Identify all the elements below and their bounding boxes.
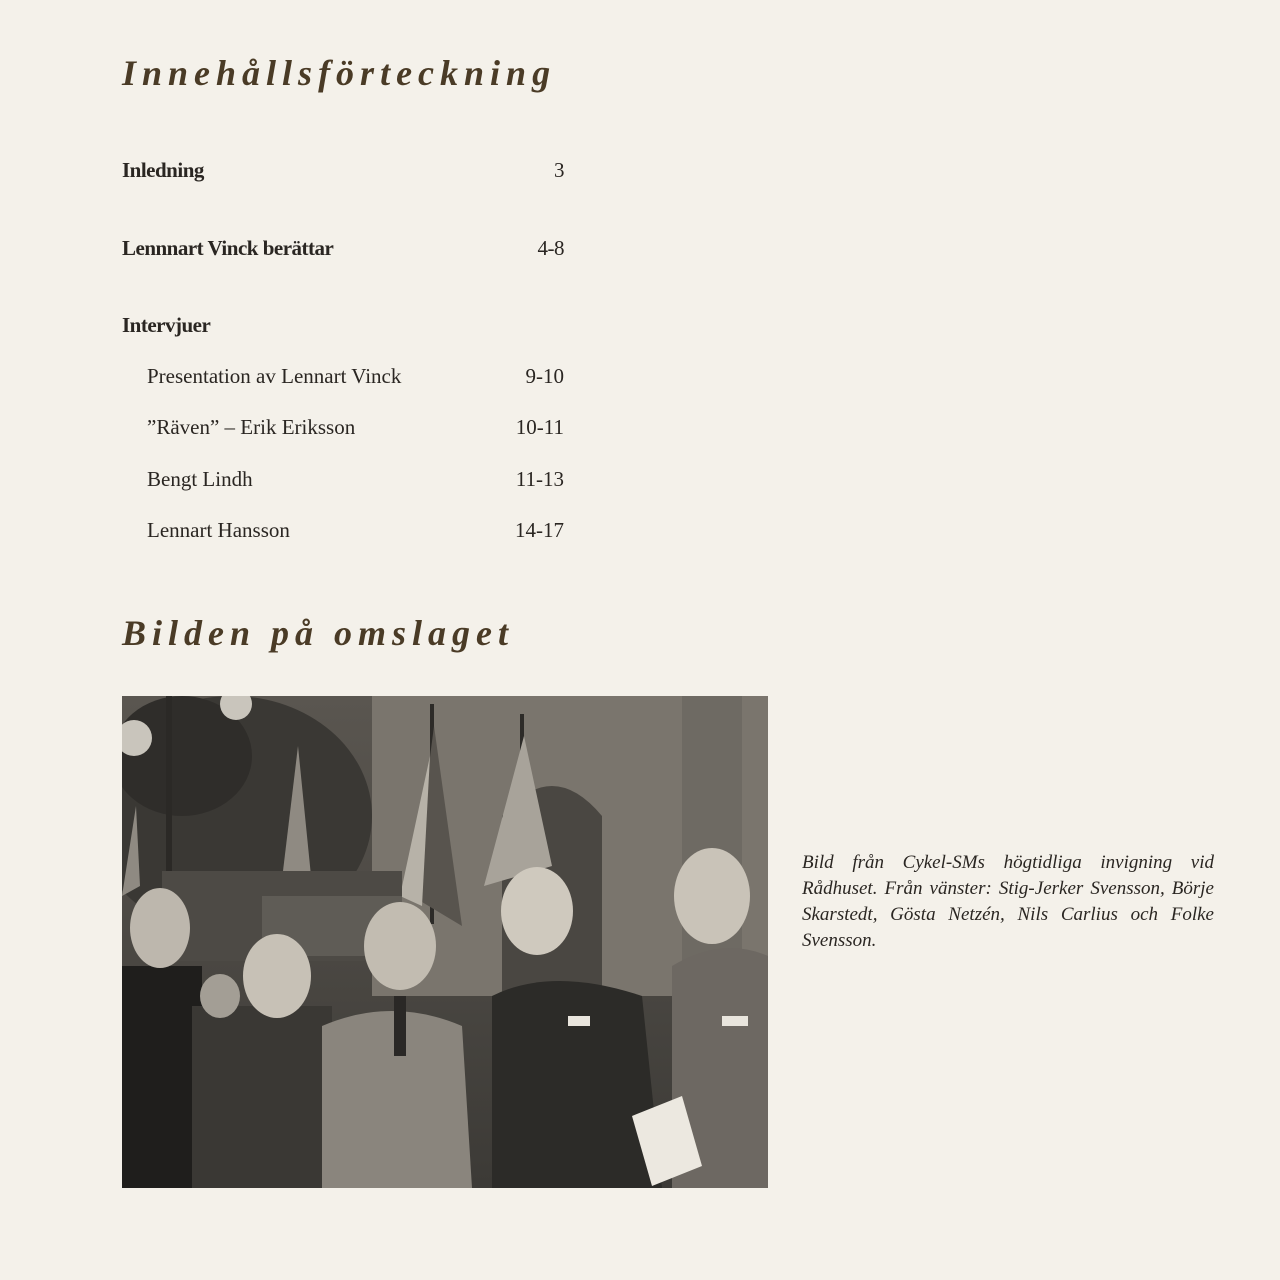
toc-entry-pages: 3 xyxy=(554,158,564,182)
toc-subentry-label: Lennart Hansson xyxy=(147,518,290,542)
cover-photo xyxy=(122,696,768,1188)
toc-subentry-pages: 9-10 xyxy=(525,364,564,388)
toc-subentry-label: Bengt Lindh xyxy=(147,467,253,491)
cover-heading: Bilden på omslaget xyxy=(122,613,515,653)
toc-subentry xyxy=(147,467,564,492)
toc-subentry xyxy=(147,415,564,440)
toc-heading: Innehållsförteckning xyxy=(122,53,557,93)
toc-entry-pages: 4-8 xyxy=(537,236,564,260)
toc-subentry xyxy=(147,364,564,389)
toc-entry-label: Inledning xyxy=(122,158,204,182)
toc-subentry-label: ”Räven” – Erik Eriksson xyxy=(147,415,356,439)
toc-subentry-pages: 10-11 xyxy=(515,415,564,439)
toc-subentry xyxy=(147,518,564,543)
toc-entry-label: Intervjuer xyxy=(122,313,211,337)
photo-caption: Bild från Cykel-SMs högtidliga invigning vid Rådhuset. Från vänster: Stig-Jerker Svensson, Börje Skarstedt, Gösta Netzén, Nils Carlius och Folke Svensson. xyxy=(802,852,1214,951)
toc-subentry-pages: 11-13 xyxy=(515,467,564,491)
toc-entry-lennart-vinck xyxy=(122,236,564,261)
toc-entry-inledning xyxy=(122,158,564,183)
toc-entry-intervjuer xyxy=(122,313,564,338)
toc-subentry-pages: 14-17 xyxy=(515,518,564,542)
toc-subentry-label: Presentation av Lennart Vinck xyxy=(147,364,402,388)
toc-entry-label: Lennnart Vinck berättar xyxy=(122,236,334,260)
